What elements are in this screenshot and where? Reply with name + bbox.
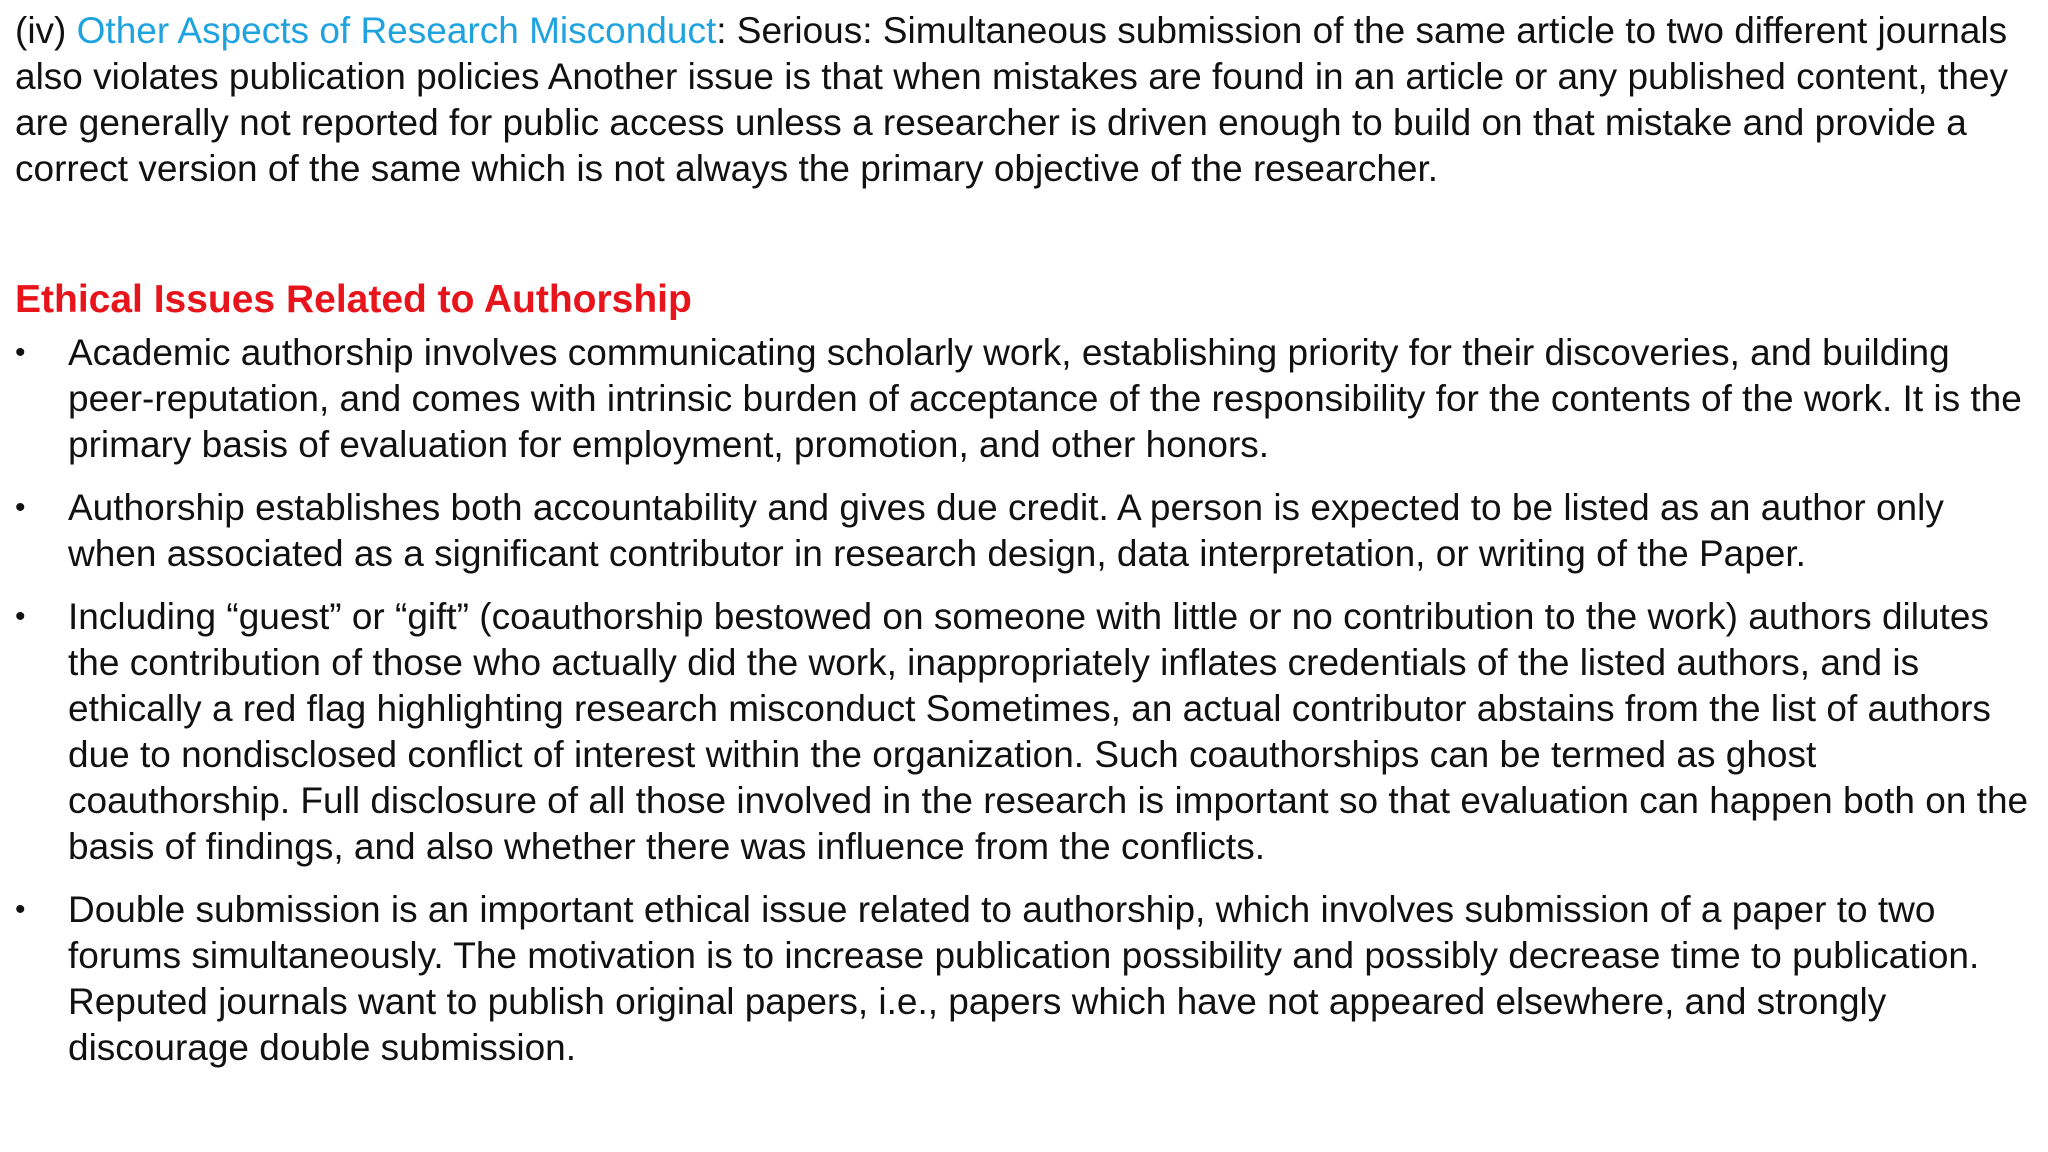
section-heading: Ethical Issues Related to Authorship — [15, 278, 692, 321]
bullet-text: Including “guest” or “gift” (coauthorship bestowed on someone with little or no contribution to the work) authors dilutes the contribution of those who actually did the work, inappropriately inflates credentials of the listed authors, and is ethically a red flag highlighting research misconduct Sometimes, an actual contributor abstains from the list of authors due to nondisclosed conflict of interest within the organization. Such coauthorships can be termed as ghost coauthorship. Full disclosure of all those involved in the research is important so that evaluation can happen both on the basis of findings, and also whether there was influence from the conflicts. — [68, 596, 2029, 867]
intro-text: : Serious: Simultaneous submission of the same article to two different journals also violates publication policies Another issue is that when mistakes are found in an article or any published content, they are generally not reported for public access unless a researcher is driven enough to build on that mistake and provide a correct version of the same which is not always the primary objective of the researcher. — [15, 10, 2008, 189]
bullet-text: Double submission is an important ethical issue related to authorship, which involves submission of a paper to two forums simultaneously. The motivation is to increase publication possibility and possibly decrease time to publication. Reputed journals want to publish original papers, i.e., papers which have not appeared elsewhere, and strongly discourage double submission. — [68, 889, 1980, 1068]
bullet-item-guest-gift-authors — [15, 594, 2035, 870]
intro-prefix: (iv) — [15, 10, 77, 51]
bullet-icon: • — [15, 491, 26, 524]
bullet-icon: • — [15, 893, 26, 926]
bullet-item-authorship-definition — [15, 330, 2035, 468]
bullet-item-accountability — [15, 485, 2035, 577]
intro-paragraph — [15, 8, 2035, 192]
bullet-icon: • — [15, 600, 26, 633]
bullet-icon: • — [15, 336, 26, 369]
bullet-text: Academic authorship involves communicating scholarly work, establishing priority for their discoveries, and building peer-reputation, and comes with intrinsic burden of acceptance of the responsibility for the contents of the work. It is the primary basis of evaluation for employment, promotion, and other honors. — [68, 332, 2022, 465]
bullet-text: Authorship establishes both accountability and gives due credit. A person is expected to be listed as an author only when associated as a significant contributor in research design, data interpretation, or writing of the Paper. — [68, 487, 1944, 574]
research-misconduct-term: Other Aspects of Research Misconduct — [76, 10, 717, 51]
slide-content — [15, 8, 2035, 1088]
bullet-item-double-submission — [15, 887, 2035, 1071]
bullet-list — [15, 330, 2035, 1071]
